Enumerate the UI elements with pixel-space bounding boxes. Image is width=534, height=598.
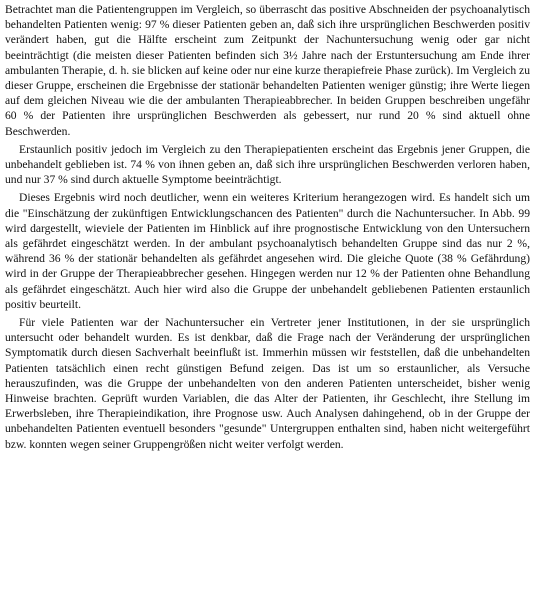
paragraph-3: Dieses Ergebnis wird noch deutlicher, wenn ein weiteres Kriterium herangezogen wird. Es handelt sich um die "Einschätzung der zukünftigen Entwicklungschancen des Patienten" durch die Nachuntersucher. In Abb. 99 wird dargestellt, wieviele der Patienten im Hinblick auf ihre prognostische Entwicklung von den Untersuchern als gefährdet eingeschätzt werden. In der ambulant psychoanalytisch behandelten Gruppe sind das nur 2 %, während 36 % der stationär behandelten als gefährdet angesehen wird. Die gleiche Quote (38 % Gefährdung) wird in der Gruppe der Therapieabbrecher gesehen. Hingegen werden nur 12 % der Patienten ohne Behandlung als gefährdet eingeschätzt. Auch hier wird also die Gruppe der unbehandelt gebliebenen Patienten erstaunlich positiv beurteilt.	[5, 191, 530, 311]
paragraph-1: Betrachtet man die Patientengruppen im Vergleich, so überrascht das positive Abschneiden der psychoanalytisch behandelten Patienten wenig: 97 % dieser Patienten geben an, daß sich ihre ursprünglichen Beschwerden positiv verändert haben, gut die Hälfte erscheint zum Zeitpunkt der Nachuntersuchung wenig oder gar nicht beeinträchtigt (die meisten dieser Patienten befinden sich 3½ Jahre nach der Erstuntersuchung am Ende ihrer ambulanten Therapie, d. h. sie blicken auf keine oder nur eine kurze therapiefreie Phase zurück). Im Vergleich zu dieser Gruppe, erscheinen die Ergebnisse der stationär behandelten Patienten weniger günstig; ihre Werte liegen auf dem gleichen Niveau wie die der ambulanten Therapieabbrecher. In beiden Gruppen beschreiben ungefähr 60 % der Patienten ihre ursprünglichen Beschwerden als gebessert, nur rund 20 % sind aktuell ohne Beschwerden.	[5, 3, 530, 138]
paragraph-2: Erstaunlich positiv jedoch im Vergleich zu den Therapiepatienten erscheint das Ergebnis jener Gruppen, die unbehandelt geblieben ist. 74 % von ihnen geben an, daß sich ihre ursprünglichen Beschwerden verloren haben, und nur 37 % sind durch aktuelle Symptome beeinträchtigt.	[5, 142, 530, 187]
paragraph-4: Für viele Patienten war der Nachuntersucher ein Vertreter jener Institutionen, in der sie ursprünglich untersucht oder behandelt wurden. Es ist denkbar, daß die Frage nach der Veränderung der ursprünglichen Symptomatik durch diesen Sachverhalt beeinflußt ist. Immerhin müssen wir feststellen, daß die unbehandelten Patienten tatsächlich einen recht günstigen Befund zeigen. Das ist um so erstaunlicher, als Versuche herauszufinden, was die Gruppe der unbehandelten von den anderen Patienten unterscheidet, bisher wenig Hinweise brachten. Geprüft wurden Variablen, die das Alter der Patienten, ihr Geschlecht, ihre Stellung im Erwerbsleben, ihre Therapieindikation, ihre Prognose usw. Auch Analysen dahingehend, ob in der Gruppe der unbehandelten Patienten eventuell besonders "gesunde" Untergruppen enthalten sind, haben nicht weitergeführt bzw. konnten wegen seiner Gruppengrößen nicht weiter verfolgt werden.	[5, 316, 530, 451]
